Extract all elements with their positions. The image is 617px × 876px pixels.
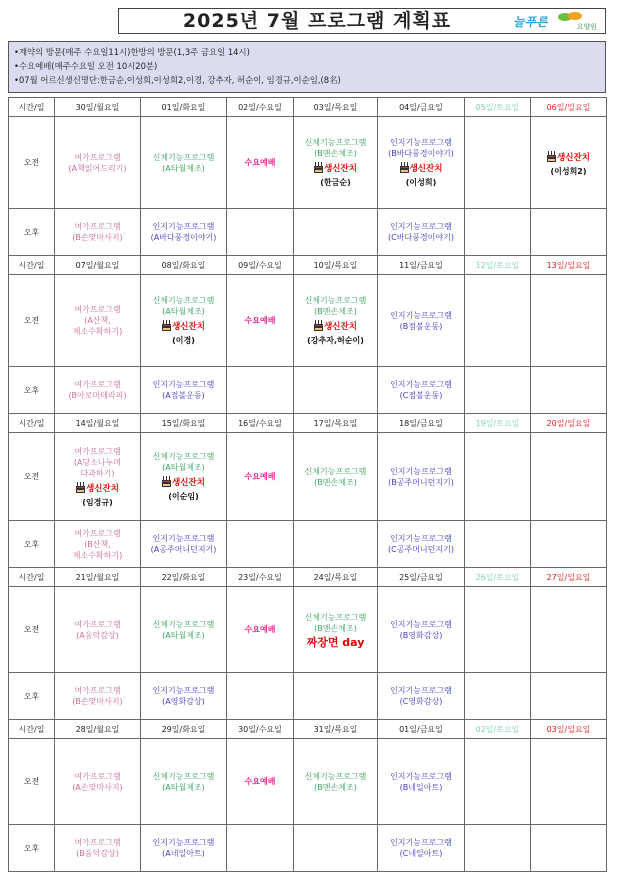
schedule-cell <box>141 673 227 720</box>
birthday-label: 생신잔치 <box>324 164 357 174</box>
schedule-cell <box>378 367 465 414</box>
schedule-cell <box>55 825 141 872</box>
birthday-party <box>533 151 604 164</box>
program-text: 여가프로그램 <box>74 222 121 231</box>
program-text: (B영화감상) <box>399 630 443 640</box>
schedule-cell <box>227 521 294 568</box>
schedule-cell <box>141 739 227 825</box>
schedule-cell <box>294 587 378 673</box>
birthday-name: (강추자,허순이) <box>307 336 364 345</box>
birthday-name: (이성희2) <box>550 167 587 176</box>
day-header: 09일/수요일 <box>227 256 294 275</box>
week-header-row <box>9 414 607 433</box>
logo-sub: 요양원 <box>576 23 597 31</box>
logo-text: 늘푸른 <box>513 15 548 29</box>
program-text: 수요예배 <box>244 625 276 634</box>
program-text: 인지기능프로그램 <box>390 686 452 695</box>
program-text: (A바다풍경이야기) <box>150 233 217 242</box>
page-title: 2025년 7월 프로그램 계획표 <box>182 10 452 32</box>
schedule-cell <box>378 587 465 673</box>
day-header: 03일/목요일 <box>294 98 378 117</box>
program-text: (B아로마테라피) <box>68 391 127 400</box>
program-text: 다과하기) <box>80 468 115 478</box>
time-day-label: 시간/일 <box>9 568 55 587</box>
day-header: 14일/월요일 <box>55 414 141 433</box>
schedule-cell <box>531 275 607 367</box>
schedule-cell <box>378 739 465 825</box>
program-text: (A영화감상) <box>162 697 205 706</box>
schedule-cell <box>141 521 227 568</box>
program-text: (B공주머니던지기) <box>388 477 454 487</box>
notice-line: •수요예배(매주수요일 오전 10시20분) <box>14 61 158 71</box>
afternoon-label: 오후 <box>9 825 55 872</box>
schedule-cell <box>378 117 465 209</box>
program-text: 신체기능프로그램 <box>304 771 367 781</box>
program-text: (A타월체조) <box>162 463 205 472</box>
program-text: (C공주머니던지기) <box>388 545 454 554</box>
day-header: 05일/토요일 <box>465 98 531 117</box>
day-header: 16일/수요일 <box>227 414 294 433</box>
day-header: 30일/수요일 <box>227 720 294 739</box>
program-text: (C바다풍경이야기) <box>388 233 454 242</box>
week-header-row <box>9 98 607 117</box>
day-header: 23일/수요일 <box>227 568 294 587</box>
program-text: 인지기능프로그램 <box>152 686 215 695</box>
program-text: 여가프로그램 <box>74 528 121 538</box>
schedule-cell <box>531 117 607 209</box>
birthday-name: (한금순) <box>320 178 351 187</box>
schedule-cell <box>141 587 227 673</box>
morning-row <box>9 433 607 521</box>
program-text: (A점볼운동) <box>162 391 205 400</box>
schedule-cell <box>465 275 531 367</box>
program-text: (A공주머니던지기) <box>150 545 217 554</box>
program-text: (A손맞마사지) <box>72 782 123 792</box>
day-header: 26일/토요일 <box>465 568 531 587</box>
logo <box>513 10 597 32</box>
schedule-cell <box>227 117 294 209</box>
schedule-cell <box>531 587 607 673</box>
cake-icon <box>76 482 85 493</box>
schedule-cell <box>378 209 465 256</box>
afternoon-label: 오후 <box>9 367 55 414</box>
program-text: (A네일아트) <box>162 849 205 858</box>
program-text: (B맨손체조) <box>314 149 357 158</box>
program-text: (C점볼운동) <box>399 391 443 400</box>
program-text: 여가프로그램 <box>74 305 121 314</box>
week-header-row <box>9 720 607 739</box>
program-text: 신체기능프로그램 <box>304 138 367 147</box>
title-bar <box>118 8 606 34</box>
schedule-cell <box>465 209 531 256</box>
schedule-cell <box>55 673 141 720</box>
time-day-label: 시간/일 <box>9 256 55 275</box>
week-header-row <box>9 568 607 587</box>
program-text: 여가프로그램 <box>74 686 121 695</box>
program-text: 신체기능프로그램 <box>304 296 367 305</box>
day-header: 19일/토요일 <box>465 414 531 433</box>
program-text: (A산책, <box>84 316 111 325</box>
cake-icon <box>162 320 171 331</box>
birthday-party <box>296 320 375 333</box>
day-header: 17일/목요일 <box>294 414 378 433</box>
schedule-cell <box>378 275 465 367</box>
schedule-cell <box>294 521 378 568</box>
schedule-cell <box>227 367 294 414</box>
day-header: 08일/화요일 <box>141 256 227 275</box>
notice-line: •07월 어르신생신명단:한금순,이성희,이성희2,이경, 강추자, 허순이, 임경규,이순임,(8名) <box>14 75 341 85</box>
program-text: (A타월체조) <box>162 782 205 792</box>
program-text: 신체기능프로그램 <box>304 612 367 622</box>
program-text: (A타월체조) <box>162 630 205 640</box>
afternoon-row <box>9 825 607 872</box>
schedule-cell <box>531 825 607 872</box>
program-text: (A음악감상) <box>76 630 119 640</box>
day-header: 07일/월요일 <box>55 256 141 275</box>
schedule-cell <box>55 209 141 256</box>
schedule-cell <box>141 209 227 256</box>
day-header: 29일/화요일 <box>141 720 227 739</box>
schedule-cell <box>55 275 141 367</box>
afternoon-label: 오후 <box>9 521 55 568</box>
schedule-cell <box>465 433 531 521</box>
morning-label: 오전 <box>9 739 55 825</box>
birthday-label: 생신잔치 <box>172 478 205 488</box>
morning-row <box>9 275 607 367</box>
program-text: 인지기능프로그램 <box>152 534 215 543</box>
program-text: 인지기능프로그램 <box>390 619 452 629</box>
afternoon-row <box>9 367 607 414</box>
schedule-cell <box>378 825 465 872</box>
schedule-cell <box>531 739 607 825</box>
day-header: 25일/금요일 <box>378 568 465 587</box>
program-text: (C영화감상) <box>399 697 443 706</box>
schedule-cell <box>465 587 531 673</box>
program-text: (B맨손체조) <box>314 623 357 633</box>
birthday-label: 생신잔치 <box>324 322 357 332</box>
program-text: 신체기능프로그램 <box>152 452 215 461</box>
cake-icon <box>400 162 409 173</box>
program-text: 여가프로그램 <box>74 152 121 162</box>
afternoon-row <box>9 209 607 256</box>
birthday-party <box>143 476 224 489</box>
program-text: 신체기능프로그램 <box>152 619 215 629</box>
program-text: 신체기능프로그램 <box>304 466 367 476</box>
morning-label: 오전 <box>9 433 55 521</box>
program-text: (B맨손체조) <box>314 307 357 316</box>
cake-icon <box>162 476 171 487</box>
schedule-cell <box>378 521 465 568</box>
program-text: (C네일아트) <box>399 849 443 858</box>
birthday-label: 생신잔치 <box>86 483 119 494</box>
schedule-cell <box>294 825 378 872</box>
schedule-cell <box>531 673 607 720</box>
program-text: 인지기능프로그램 <box>390 534 452 543</box>
schedule-cell <box>294 209 378 256</box>
birthday-name: (임경규) <box>82 497 113 507</box>
schedule-cell <box>227 825 294 872</box>
morning-label: 오전 <box>9 587 55 673</box>
program-text: 인지기능프로그램 <box>390 380 452 389</box>
schedule-cell <box>55 587 141 673</box>
schedule-cell <box>141 275 227 367</box>
schedule-cell <box>531 367 607 414</box>
day-header: 22일/화요일 <box>141 568 227 587</box>
birthday-party <box>380 162 462 175</box>
morning-label: 오전 <box>9 275 55 367</box>
day-header: 01일/금요일 <box>378 720 465 739</box>
program-text: 여가프로그램 <box>74 446 121 456</box>
program-text: 신체기능프로그램 <box>152 296 215 305</box>
schedule-cell <box>378 673 465 720</box>
day-header: 30일/월요일 <box>55 98 141 117</box>
day-header: 24일/목요일 <box>294 568 378 587</box>
program-text: (A타월체조) <box>162 307 205 316</box>
schedule-cell <box>141 825 227 872</box>
program-text: (A타월체조) <box>162 163 205 173</box>
afternoon-label: 오후 <box>9 673 55 720</box>
program-text: 인지기능프로그램 <box>152 222 215 231</box>
program-text: (B음악감상) <box>76 849 119 858</box>
schedule-cell <box>531 209 607 256</box>
day-header: 03일/일요일 <box>531 720 607 739</box>
afternoon-label: 오후 <box>9 209 55 256</box>
program-text: 인지기능프로그램 <box>390 838 452 847</box>
birthday-label: 생신잔치 <box>557 153 590 163</box>
schedule-cell <box>294 275 378 367</box>
schedule-cell <box>141 433 227 521</box>
schedule-cell <box>465 739 531 825</box>
day-header: 28일/월요일 <box>55 720 141 739</box>
birthday-party <box>296 162 375 175</box>
schedule-cell <box>465 117 531 209</box>
schedule-cell <box>465 521 531 568</box>
birthday-name: (이경) <box>172 336 195 345</box>
schedule-table <box>8 97 607 872</box>
program-text: (B네일아트) <box>399 782 443 792</box>
morning-row <box>9 587 607 673</box>
program-text: 인지기능프로그램 <box>390 466 452 476</box>
program-text: 수요예배 <box>244 316 276 325</box>
day-header: 13일/일요일 <box>531 256 607 275</box>
schedule-cell <box>55 739 141 825</box>
morning-row <box>9 117 607 209</box>
special-event: 짜장면 day <box>306 635 365 649</box>
program-text: (B점볼운동) <box>399 321 443 331</box>
schedule-cell <box>294 117 378 209</box>
day-header: 10일/목요일 <box>294 256 378 275</box>
program-text: 인지기능프로그램 <box>390 771 452 781</box>
day-header: 31일/목요일 <box>294 720 378 739</box>
schedule-cell <box>141 117 227 209</box>
birthday-name: (이순임) <box>168 492 199 501</box>
program-text: 여가프로그램 <box>74 838 121 847</box>
program-text: (B산책, <box>84 539 111 549</box>
afternoon-row <box>9 521 607 568</box>
schedule-cell <box>531 521 607 568</box>
program-text: (A당소나누며 <box>73 457 122 467</box>
day-header: 04일/금요일 <box>378 98 465 117</box>
morning-row <box>9 739 607 825</box>
day-header: 15일/화요일 <box>141 414 227 433</box>
schedule-cell <box>55 367 141 414</box>
birthday-label: 생신잔치 <box>172 322 205 332</box>
schedule-cell <box>465 673 531 720</box>
notice-line: •계약의 방문(매주 수요일11시)한방의 방문(1,3주 금요일 14시) <box>14 47 250 57</box>
schedule-cell <box>465 367 531 414</box>
schedule-cell <box>227 739 294 825</box>
day-header: 18일/금요일 <box>378 414 465 433</box>
program-text: 인지기능프로그램 <box>152 380 215 389</box>
program-text: 수요예배 <box>244 472 276 481</box>
schedule-cell <box>227 275 294 367</box>
schedule-cell <box>378 433 465 521</box>
program-text: 신체기능프로그램 <box>152 152 215 162</box>
cake-icon <box>314 320 323 331</box>
program-text: 인지기능프로그램 <box>390 222 452 231</box>
program-text: (B손맞마사지) <box>72 697 123 706</box>
cake-icon <box>547 151 556 162</box>
day-header: 27일/일요일 <box>531 568 607 587</box>
schedule-cell <box>294 433 378 521</box>
program-text: 인지기능프로그램 <box>152 838 215 847</box>
program-text: 인지기능프로그램 <box>390 310 452 320</box>
schedule-cell <box>294 673 378 720</box>
time-day-label: 시간/일 <box>9 414 55 433</box>
program-text: 수요예배 <box>244 158 276 167</box>
schedule-cell <box>227 433 294 521</box>
schedule-cell <box>55 117 141 209</box>
program-text: 수요예배 <box>244 777 276 786</box>
birthday-label: 생신잔치 <box>409 164 443 174</box>
cake-icon <box>314 162 323 173</box>
program-text: 신체기능프로그램 <box>152 771 215 781</box>
program-text: 여가프로그램 <box>74 380 121 389</box>
program-text: 채소수확하기) <box>72 327 123 336</box>
week-header-row <box>9 256 607 275</box>
program-text: 여가프로그램 <box>74 619 121 629</box>
schedule-cell <box>141 367 227 414</box>
birthday-party <box>143 320 224 333</box>
schedule-cell <box>294 739 378 825</box>
program-text: (B맨손체조) <box>314 477 357 487</box>
day-header: 01일/화요일 <box>141 98 227 117</box>
day-header: 21일/월요일 <box>55 568 141 587</box>
day-header: 02일/토요일 <box>465 720 531 739</box>
day-header: 11일/금요일 <box>378 256 465 275</box>
morning-label: 오전 <box>9 117 55 209</box>
program-text: (B맨손체조) <box>314 782 357 792</box>
schedule-cell <box>55 521 141 568</box>
time-day-label: 시간/일 <box>9 98 55 117</box>
program-text: (B바다풍경이야기) <box>388 149 454 158</box>
birthday-party <box>57 482 138 495</box>
schedule-cell <box>227 587 294 673</box>
notice-box <box>8 41 606 93</box>
schedule-cell <box>531 433 607 521</box>
day-header: 02일/수요일 <box>227 98 294 117</box>
afternoon-row <box>9 673 607 720</box>
time-day-label: 시간/일 <box>9 720 55 739</box>
schedule-cell <box>465 825 531 872</box>
program-text: (B손맞마사지) <box>72 233 123 242</box>
schedule-cell <box>55 433 141 521</box>
program-text: (A책읽어드리기) <box>68 163 127 173</box>
birthday-name: (이성희) <box>405 178 437 187</box>
schedule-cell <box>227 209 294 256</box>
schedule-cell <box>227 673 294 720</box>
day-header: 20일/일요일 <box>531 414 607 433</box>
program-text: 인지기능프로그램 <box>390 138 452 147</box>
schedule-cell <box>294 367 378 414</box>
program-text: 채소수확하기) <box>72 550 123 560</box>
program-text: 여가프로그램 <box>74 771 121 781</box>
day-header: 06일/일요일 <box>531 98 607 117</box>
day-header: 12일/토요일 <box>465 256 531 275</box>
